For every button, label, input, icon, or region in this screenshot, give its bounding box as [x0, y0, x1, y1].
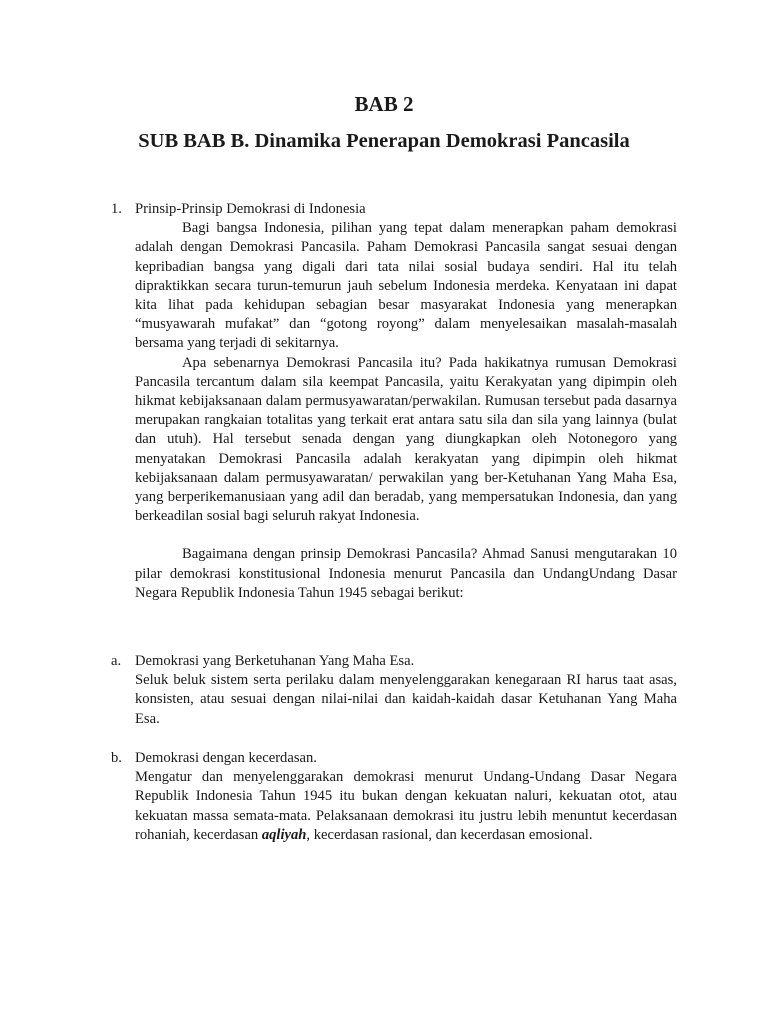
pillar-letter: a. [111, 653, 122, 669]
pillar-b [111, 749, 677, 845]
paragraph-2: Apa sebenarnya Demokrasi Pancasila itu? Pada hakikatnya rumusan Demokrasi Pancasila tercantum dalam sila keempat Pancasila, yaitu Kerakyatan yang dipimpin oleh hikmat kebijaksanaan dalam permusyawaratan/perwakilan. Rumusan tersebut pada dasarnya merupakan rangkaian totalitas yang terkait erat antara satu sila dan sila yang lainnya (bulat dan utuh). Hal tersebut senada dengan yang diungkapkan oleh Notonegoro yang menyatakan Demokrasi Pancasila adalah kerakyatan yang dipimpin oleh hikmat kebijaksanaan dalam permusyawaratan/ perwakilan yang ber-Ketuhanan Yang Maha Esa, yang berperikemanusiaan yang adil dan beradab, yang mempersatukan Indonesia, dan yang berkeadilan sosial bagi seluruh rakyat Indonesia. [135, 354, 677, 525]
section-number: 1. [111, 201, 122, 217]
section-heading-row [111, 200, 677, 219]
pillar-body [111, 671, 677, 729]
pillar-heading-row [111, 749, 677, 768]
section-heading: Prinsip-Prinsip Demokrasi di Indonesia [135, 201, 366, 217]
pillar-text-part: , kecerdasan rasional, dan kecerdasan emosional. [306, 826, 593, 843]
pillar-heading: Demokrasi yang Berketuhanan Yang Maha Esa. [135, 653, 415, 669]
pillar-a [111, 652, 677, 729]
pillar-heading-row [111, 652, 677, 671]
pillar-paragraph: Seluk beluk sistem serta perilaku dalam menyelenggarakan kenegaraan RI harus taat asas, konsisten, atau sesuai dengan nilai-nilai dan kaidah-kaidah dasar Ketuhanan Yang Maha Esa. [135, 672, 677, 727]
section-body [111, 219, 677, 603]
section-principles [111, 200, 677, 603]
pillar-emphasis-term: aqliyah [261, 826, 307, 843]
pillar-body [111, 768, 677, 845]
chapter-title: BAB 2 [354, 92, 414, 116]
paragraph-3: Bagaimana dengan prinsip Demokrasi Pancasila? Ahmad Sanusi mengutarakan 10 pilar demokrasi konstitusional Indonesia menurut Pancasila dan UndangUndang Dasar Negara Republik Indonesia Tahun 1945 sebagai berikut: [135, 546, 677, 601]
pillar-heading: Demokrasi dengan kecerdasan. [135, 750, 317, 766]
pillar-letter: b. [111, 750, 122, 766]
paragraph-1: Bagi bangsa Indonesia, pilihan yang tepat dalam menerapkan paham demokrasi adalah dengan Demokrasi Pancasila. Paham Demokrasi Pancasila sangat sesuai dengan kepribadian bangsa yang digali dari tata nilai sosial budaya sendiri. Hal itu telah dipraktikkan secara turun-temurun jauh sebelum Indonesia merdeka. Kenyataan ini dapat kita lihat pada kehidupan sebagian besar masyarakat Indonesia yang menerapkan “musyawarah mufakat” dan “gotong royong” dalam menyelesaikan masalah-masalah bersama yang terjadi di sekitarnya. [135, 220, 677, 352]
paragraph-spacer [135, 526, 677, 545]
pillar-paragraph [135, 768, 677, 845]
pillar-text-part: Mengatur dan menyelenggarakan demokrasi menurut Undang-Undang Dasar Negara Republik Indonesia Tahun 1945 itu bukan dengan kekuatan naluri, kekuatan otot, atau kekuatan massa semata-mata. Pelaksanaan demokrasi itu justru lebih menuntut kecerdasan rohaniah, kecerdasan [135, 769, 677, 843]
sub-chapter-title: SUB BAB B. Dinamika Penerapan Demokrasi Pancasila [138, 130, 630, 152]
